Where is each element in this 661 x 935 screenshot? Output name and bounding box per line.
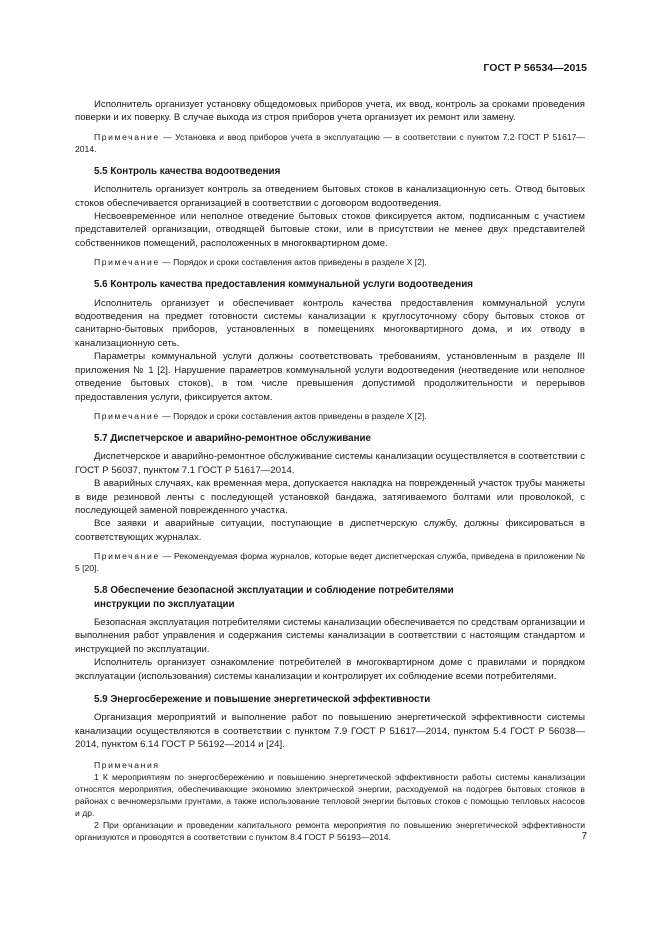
section-5-5-paragraph-2: Несвоевременное или неполное отведение бытовых стоков фиксируется актом, подписанным с участием представителей организации, отводящей бытовые стоки, или в присутствии не менее двух представителей собственников помещений, расположенных в многоквартирном доме. [75,211,585,249]
note-text: — Установка и ввод приборов учета в эксплуатацию — в соответствии с пунктом 7.2 ГОСТ Р 51617—2014. [75,131,586,154]
note-label: Примечание [94,131,160,142]
section-5-7-paragraph-3: Все заявки и аварийные ситуации, поступающие в диспетчерскую службу, должны фиксироваться в соответствующих журналах. [75,518,585,543]
note-text: — Рекомендуемая форма журналов, которые ведет диспетчерская служба, приведена в приложении № 5 [20]. [75,551,585,574]
section-5-5-title: 5.5 Контроль качества водоотведения [94,165,281,177]
section-5-7-paragraph-1: Диспетчерское и аварийно-ремонтное обслуживание системы канализации осуществляется в соответствии с ГОСТ Р 56037, пунктом 7.1 ГОСТ Р 51617—2014. [75,451,585,476]
section-5-8-title [75,584,585,611]
section-5-7-paragraph-2: В аварийных случаях, как временная мера, допускается накладка на поврежденный участок трубы манжеты в виде резиновой ленты с последующей установкой бандажа, затягиваемого болтами или проволокой, с последующей заменой поврежденного участка. [75,478,585,516]
section-5-8-paragraph-1: Безопасная эксплуатация потребителями системы канализации обеспечивается по средствам организации и выполнения работ управления и содержания системы канализации в соответствии с настоящим стандартом и инструкцией по эксплуатации. [75,616,585,655]
note-text: — Порядок и сроки составления актов приведены в разделе X [2]. [162,410,427,421]
section-5-6-paragraph-2: Параметры коммунальной услуги должны соответствовать требованиям, установленным в разделе III приложения № 1 [2]. Нарушение параметров коммунальной услуги водоотведения (неотведение или неполное отведение бытовых стоков), в том числе превышения допустимой продолжительности и перерывов предоставления услуги, фиксируется актом. [75,351,585,403]
section-5-9-title: 5.9 Энергосбережение и повышение энергетической эффективности [94,694,431,705]
section-5-5-paragraph-1: Исполнитель организует контроль за отведением бытовых стоков в канализационную сеть. Отвод бытовых стоков обеспечивается организацией в соответствии с договором водоотведения. [75,184,585,209]
notes-label: Примечания [94,759,160,770]
section-5-6-note [75,410,585,422]
note-text: — Порядок и сроки составления актов приведены в разделе X [2]. [162,257,427,268]
section-5-7-title: 5.7 Диспетчерское и аварийно-ремонтное обслуживание [94,432,371,444]
section-5-9-paragraph-1: Организация мероприятий и выполнение работ по повышению энергетической эффективности системы канализации осуществляются в соответствии с пунктом 7.9 ГОСТ Р 51617—2014, пунктом 5.4 ГОСТ Р 56038—2014, пунктом 6.14 ГОСТ Р 56192—2014 и [24]. [75,712,585,751]
intro-note [75,131,585,155]
section-5-5-note [75,256,585,268]
section-5-6-title: 5.6 Контроль качества предоставления коммунальной услуги водоотведения [94,279,473,291]
note-label: Примечание [94,257,160,268]
section-5-9-note-2: 2 При организации и проведении капитального ремонта мероприятия по повышению энергетической эффективности организуются и проводятся в соответствии с пунктом 8.4 ГОСТ Р 56193—2014. [75,819,585,842]
section-5-6-paragraph-1: Исполнитель организует и обеспечивает контроль качества предоставления коммунальной услуги водоотведения на предмет готовности системы канализации к круглосуточному сбору бытовых стоков от санитарно-бытовых приборов, установленных в помещениях многоквартирного дома, и их отводу в канализационную сеть. [75,297,585,349]
section-5-8-paragraph-2: Исполнитель организует ознакомление потребителей в многоквартирном доме с правилами и порядком эксплуатации (использования) системы канализации и контролирует их соблюдение всеми потребителями. [75,657,585,682]
section-5-8-title-line-2: инструкции по эксплуатации [94,598,235,610]
section-5-9-note-1: 1 К мероприятиям по энергосбережению и повышению энергетической эффективности работы системы канализации относятся мероприятия, обеспечивающие экономию электрической энергии, расходуемой на подогрев бытовых стояков в районах с вечномерзлыми грунтами, а также использование тепловой энергии бытовых стоков с помощью тепловых насосов и др. [75,771,585,818]
note-label: Примечание [94,410,160,421]
section-5-7-note [75,550,585,574]
section-5-8-title-line-1: 5.8 Обеспечение безопасной эксплуатации и соблюдение потребителями [94,585,454,597]
page-content [75,98,585,843]
section-5-9-notes [75,759,585,843]
intro-paragraph: Исполнитель организует установку общедомовых приборов учета, их ввод, контроль за сроками проведения поверки и их поверку. В случае выхода из строя приборов учета организует их ремонт или замену. [75,99,585,124]
document-code: ГОСТ Р 56534—2015 [483,62,587,74]
note-label: Примечание [94,551,160,562]
page-number: 7 [581,831,587,842]
notes-heading [75,759,585,771]
